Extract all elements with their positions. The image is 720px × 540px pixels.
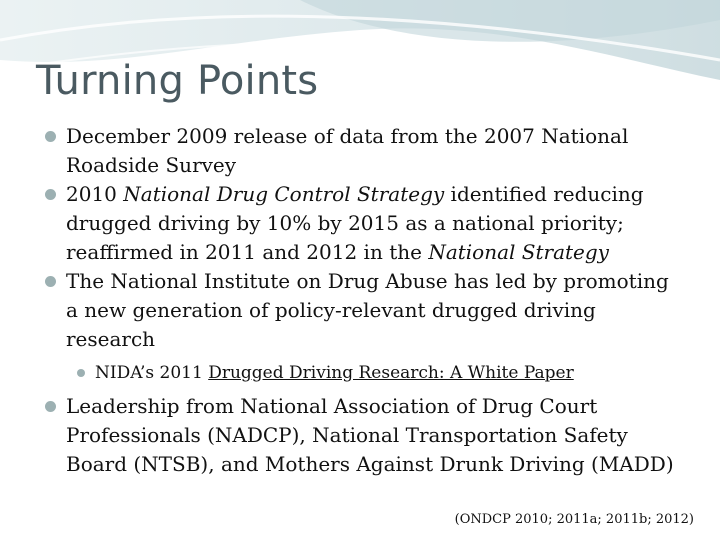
bullet-item	[43, 122, 683, 180]
white-paper-link[interactable]: Drugged Driving Research: A White Paper	[208, 363, 574, 383]
bullet-item	[43, 180, 683, 267]
strategy-title: National Drug Control Strategy	[123, 182, 445, 206]
bullet-text: The National Institute on Drug Abuse has led by promoting a new generation of policy-relevant drugged driving research	[66, 269, 669, 351]
slide-title: Turning Points	[36, 58, 319, 104]
citation: (ONDCP 2010; 2011a; 2011b; 2012)	[454, 512, 694, 527]
bullet-text: Leadership from National Association of Drug Court Professionals (NADCP), National Transportation Safety Board (NTSB), and Mothers Against Drunk Driving (MADD)	[66, 394, 674, 476]
sub-bullet-text: NIDA’s 2011	[95, 363, 209, 383]
bullet-text: 2010	[66, 182, 124, 206]
bullet-item	[43, 267, 683, 354]
bullet-item	[43, 392, 683, 479]
bullet-text: identified reducing drugged driving by 10% by 2015 as a national priority; reaffirmed in 2011 and 2012 in the	[66, 182, 644, 264]
sub-bullet-item	[43, 362, 683, 384]
bullet-text: December 2009 release of data from the 2007 National Roadside Survey	[66, 124, 629, 177]
strategy-title-short: National Strategy	[428, 240, 609, 264]
bullet-list	[43, 122, 683, 479]
